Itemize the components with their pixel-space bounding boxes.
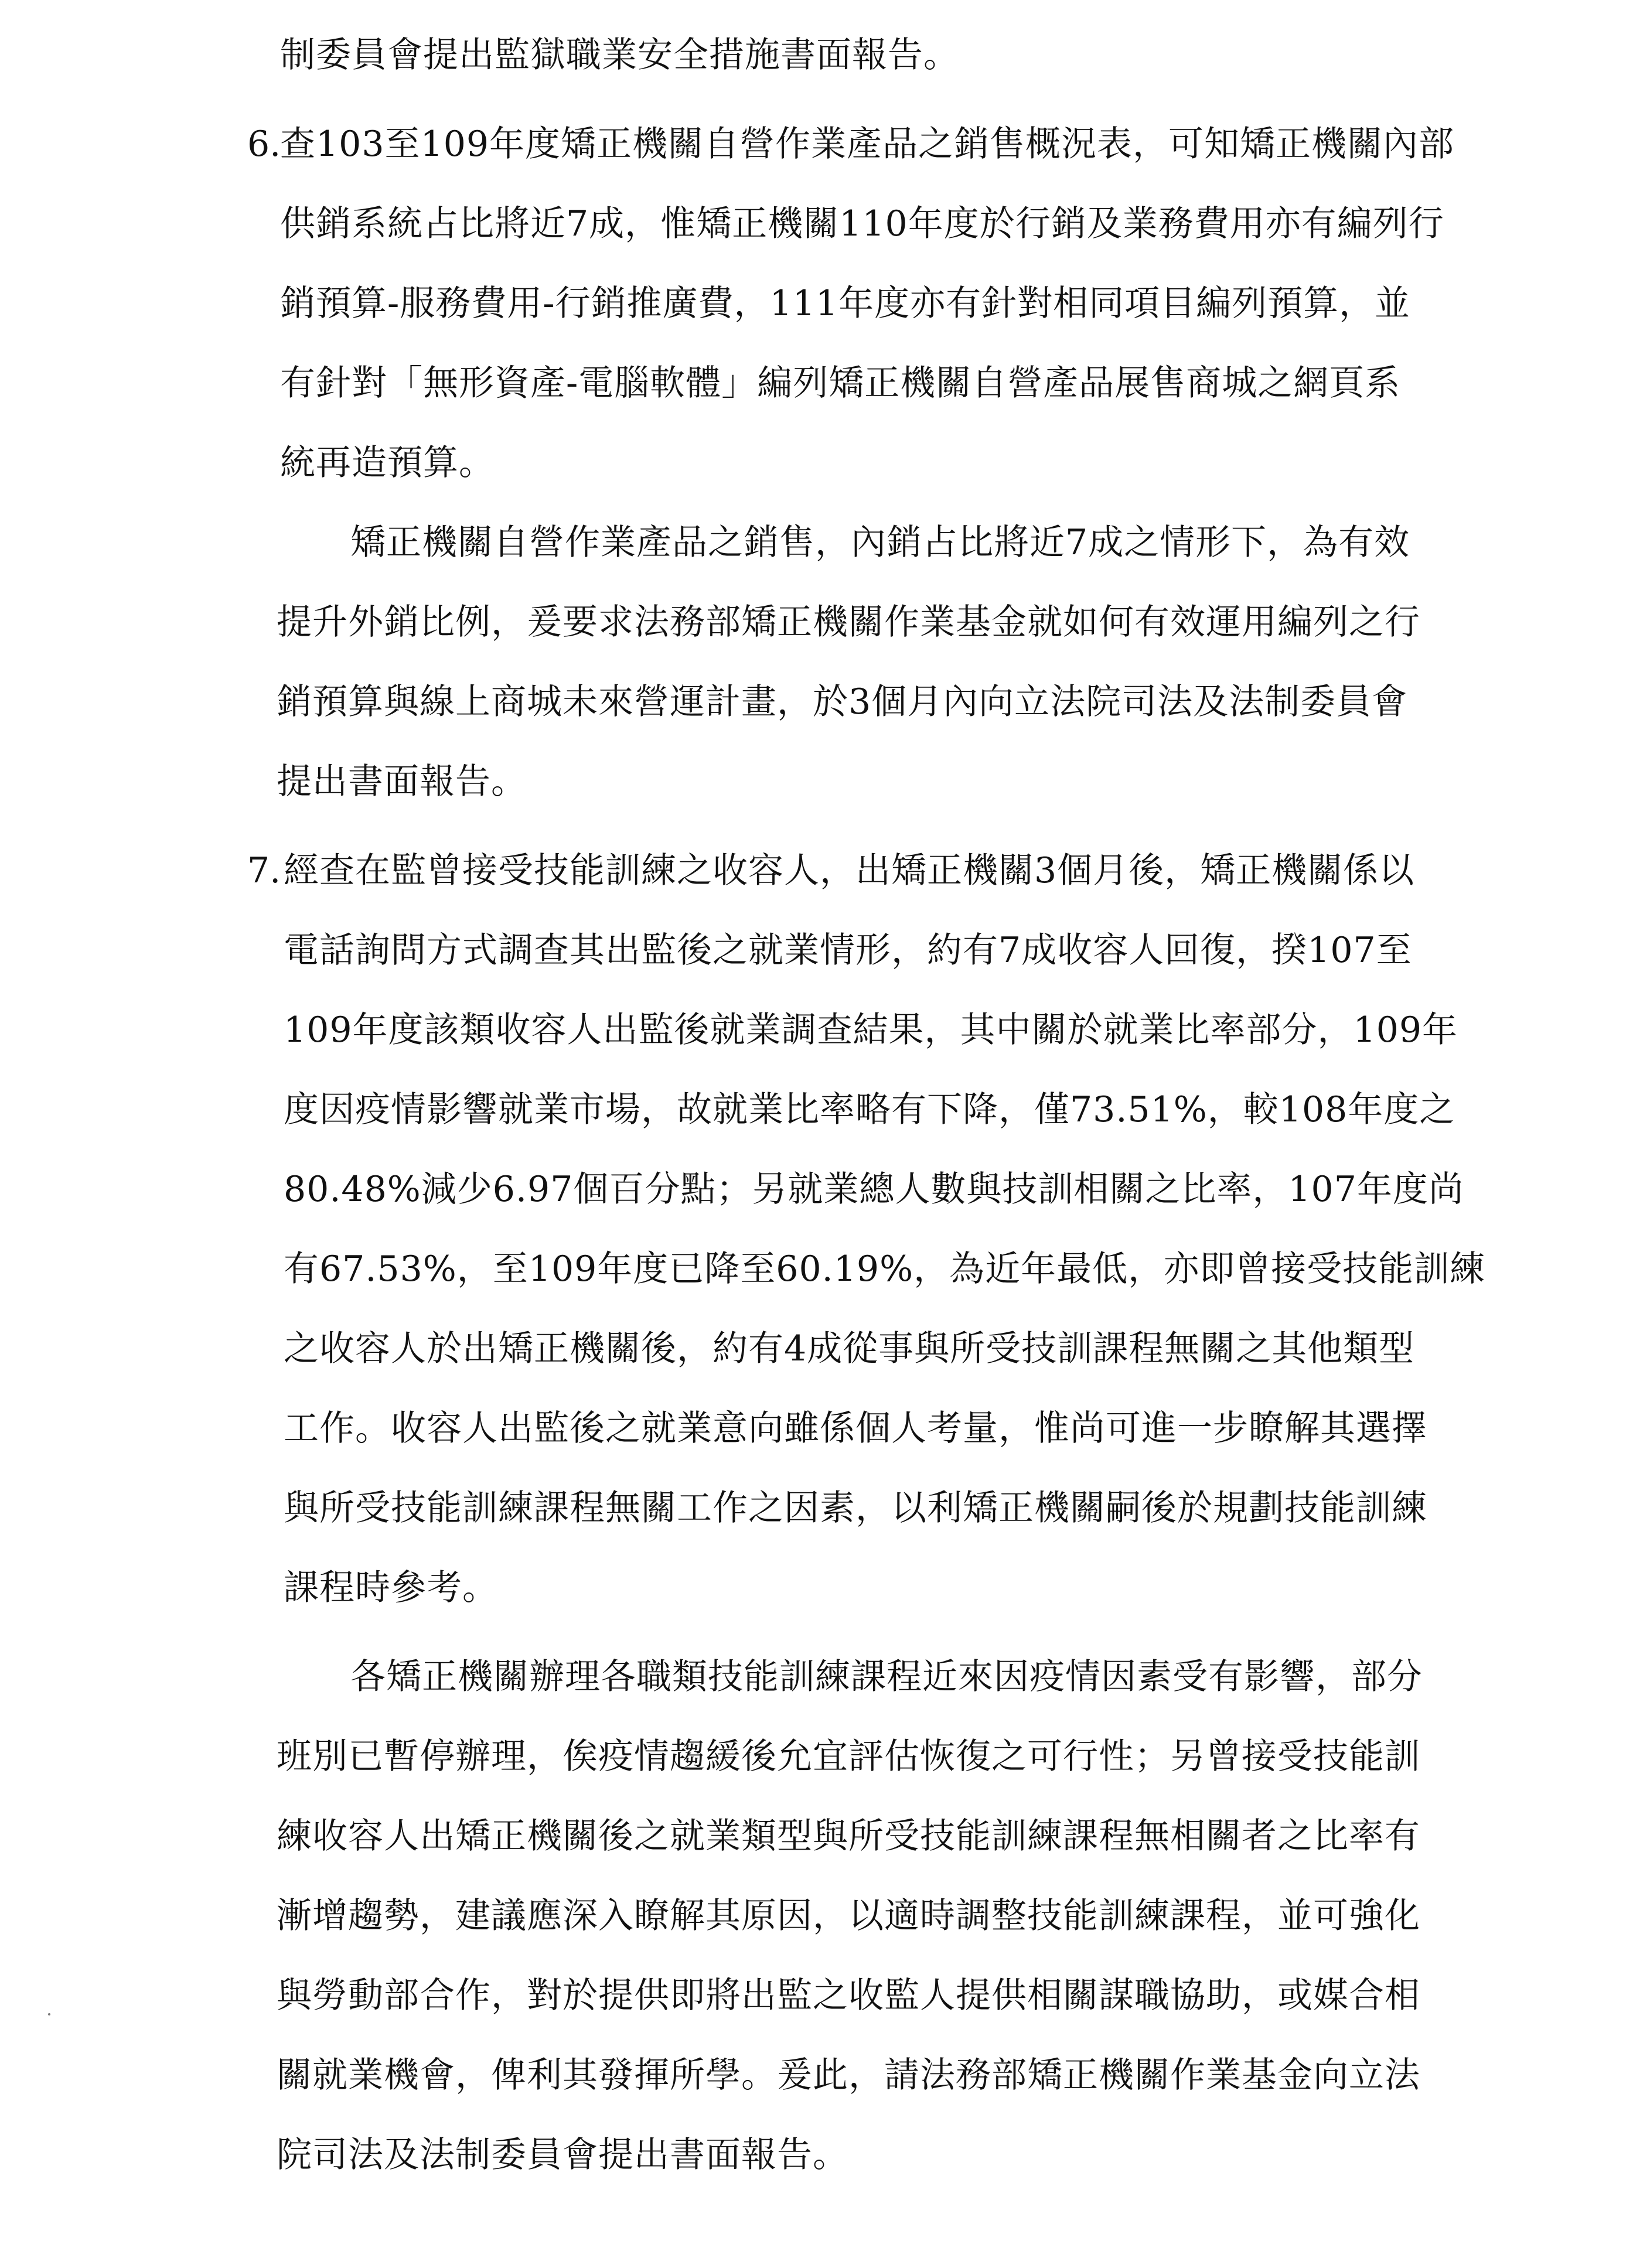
item-7-number: 7. bbox=[247, 850, 281, 891]
item-6-line: 查103至109年度矯正機關自營作業產品之銷售概況表，可知矯正機關內部 bbox=[280, 124, 1455, 165]
item-7-paragraph-line: 班別已暫停辦理，俟疫情趨緩後允宜評估恢復之可行性；另曾接受技能訓 bbox=[277, 1736, 1420, 1777]
item-6-line: 供銷系統占比將近7成，惟矯正機關110年度於行銷及業務費用亦有編列行 bbox=[280, 203, 1444, 244]
item-7-paragraph-line: 漸增趨勢，建議應深入瞭解其原因，以適時調整技能訓練課程，並可強化 bbox=[277, 1895, 1420, 1936]
scan-speck bbox=[48, 2013, 50, 2015]
item-6-paragraph-line: 提出書面報告。 bbox=[277, 761, 527, 802]
item-7-line: 之收容人於出矯正機關後，約有4成從事與所受技訓課程無關之其他類型 bbox=[284, 1328, 1415, 1369]
item-6-line: 有針對「無形資產-電腦軟體」編列矯正機關自營產品展售商城之網頁系 bbox=[280, 363, 1401, 404]
item-7-paragraph-line: 院司法及法制委員會提出書面報告。 bbox=[277, 2134, 848, 2175]
item-6-line: 統再造預算。 bbox=[280, 442, 495, 483]
item-7-line: 與所受技能訓練課程無關工作之因素，以利矯正機關嗣後於規劃技能訓練 bbox=[284, 1488, 1427, 1529]
item-6-paragraph-line: 矯正機關自營作業產品之銷售，內銷占比將近7成之情形下，為有效 bbox=[350, 522, 1410, 563]
item-7-line: 有67.53%，至109年度已降至60.19%，為近年最低，亦即曾接受技能訓練 bbox=[284, 1249, 1486, 1290]
item-6-paragraph-line: 銷預算與線上商城未來營運計畫，於3個月內向立法院司法及法制委員會 bbox=[277, 681, 1408, 722]
item-7-line: 經查在監曾接受技能訓練之收容人，出矯正機關3個月後，矯正機關係以 bbox=[284, 850, 1415, 891]
item-7-line: 電話詢問方式調查其出監後之就業情形，約有7成收容人回復，揆107至 bbox=[284, 930, 1412, 971]
item-7-line: 80.48%減少6.97個百分點；另就業總人數與技訓相關之比率，107年度尚 bbox=[284, 1169, 1464, 1210]
item-7-line: 109年度該類收容人出監後就業調查結果，其中關於就業比率部分，109年 bbox=[284, 1009, 1458, 1051]
item-7-paragraph-line: 與勞動部合作，對於提供即將出監之收監人提供相關謀職協助，或媒合相 bbox=[277, 1975, 1420, 2016]
item-6-paragraph-line: 提升外銷比例，爰要求法務部矯正機關作業基金就如何有效運用編列之行 bbox=[277, 602, 1420, 643]
carryover-line: 制委員會提出監獄職業安全措施書面報告。 bbox=[280, 35, 959, 76]
item-7-line: 度因疫情影響就業市場，故就業比率略有下降，僅73.51%，較108年度之 bbox=[284, 1089, 1455, 1130]
item-7-line: 工作。收容人出監後之就業意向雖係個人考量，惟尚可進一步瞭解其選擇 bbox=[284, 1408, 1427, 1449]
item-6-number: 6. bbox=[247, 124, 281, 165]
item-7-paragraph-line: 各矯正機關辦理各職類技能訓練課程近來因疫情因素受有影響，部分 bbox=[350, 1656, 1423, 1697]
item-7-paragraph-line: 練收容人出矯正機關後之就業類型與所受技能訓練課程無相關者之比率有 bbox=[277, 1816, 1420, 1857]
item-6-line: 銷預算-服務費用-行銷推廣費，111年度亦有針對相同項目編列預算，並 bbox=[280, 283, 1411, 324]
item-7-paragraph-line: 關就業機會，俾利其發揮所學。爰此，請法務部矯正機關作業基金向立法 bbox=[277, 2055, 1420, 2096]
item-7-line: 課程時參考。 bbox=[284, 1567, 498, 1608]
